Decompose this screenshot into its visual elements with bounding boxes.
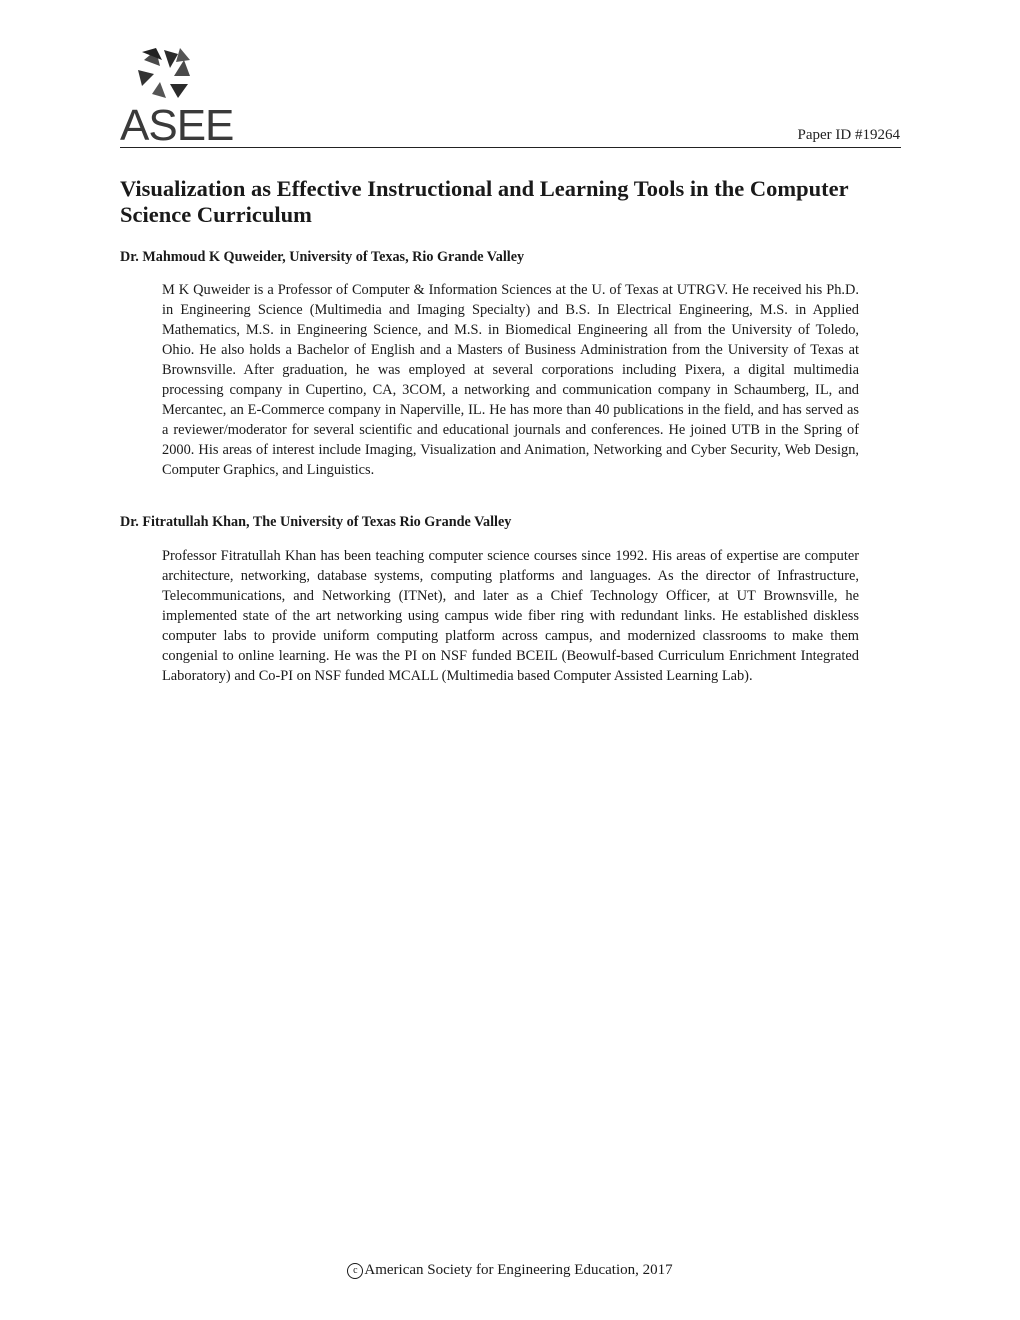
footer-text: American Society for Engineering Education, 2017 [364,1262,673,1278]
paper-id: Paper ID #19264 [797,127,900,143]
asee-logo-graphic [120,46,234,150]
asee-logo [120,46,234,150]
copyright-icon: c [347,1263,363,1279]
author-bio-1: M K Quweider is a Professor of Computer & Information Sciences at the U. of Texas at UTRGV. He received his Ph.D. in Engineering Science (Multimedia and Imaging Specialty) and B.S. In Electrical Engineering, M.S. in Applied Mathematics, M.S. in Engineering Science, and M.S. in Biomedical Engineering all from the University of Toledo, Ohio. He also holds a Bachelor of English and a Masters of Business Administration from the University of Texas at Brownsville. After graduation, he was employed at several corporations including Pixera, a digital multimedia processing company in Cupertino, CA, 3COM, a networking and communication company in Schaumberg, IL, and Mercantec, an E-Commerce company in Naperville, IL. He has more than 40 publications in the field, and has served as a reviewer/moderator for several scientific and educational journals and conferences. He joined UTB in the Spring of 2000. His areas of interest include Imaging, Visualization and Animation, Networking and Cyber Security, Web Design, Computer Graphics, and Linguistics. [162,282,859,478]
page-footer [0,1262,1020,1279]
paper-title: Visualization as Effective Instructional and Learning Tools in the Computer Science Curriculum [120,176,849,227]
author-heading-2: Dr. Fitratullah Khan, The University of Texas Rio Grande Valley [120,514,512,530]
header-divider [120,147,901,148]
logo-wordmark: ASEE [120,101,234,150]
author-bio-2: Professor Fitratullah Khan has been teaching computer science courses since 1992. His areas of expertise are computer architecture, networking, database systems, computing platforms and languages. As the director of Infrastructure, Telecommunications, and Networking (ITNet), and later as a Chief Technology Officer, at UT Brownsville, he implemented state of the art networking using campus wide fiber ring with redundant links. He established diskless computer labs to provide uniform computing platform across campus, and modernized classrooms to make them congenial to online learning. He was the PI on NSF funded BCEIL (Beowulf-based Curriculum Enrichment Integrated Laboratory) and Co-PI on NSF funded MCALL (Multimedia based Computer Assisted Learning Lab). [162,548,859,684]
author-heading-1: Dr. Mahmoud K Quweider, University of Texas, Rio Grande Valley [120,249,525,265]
